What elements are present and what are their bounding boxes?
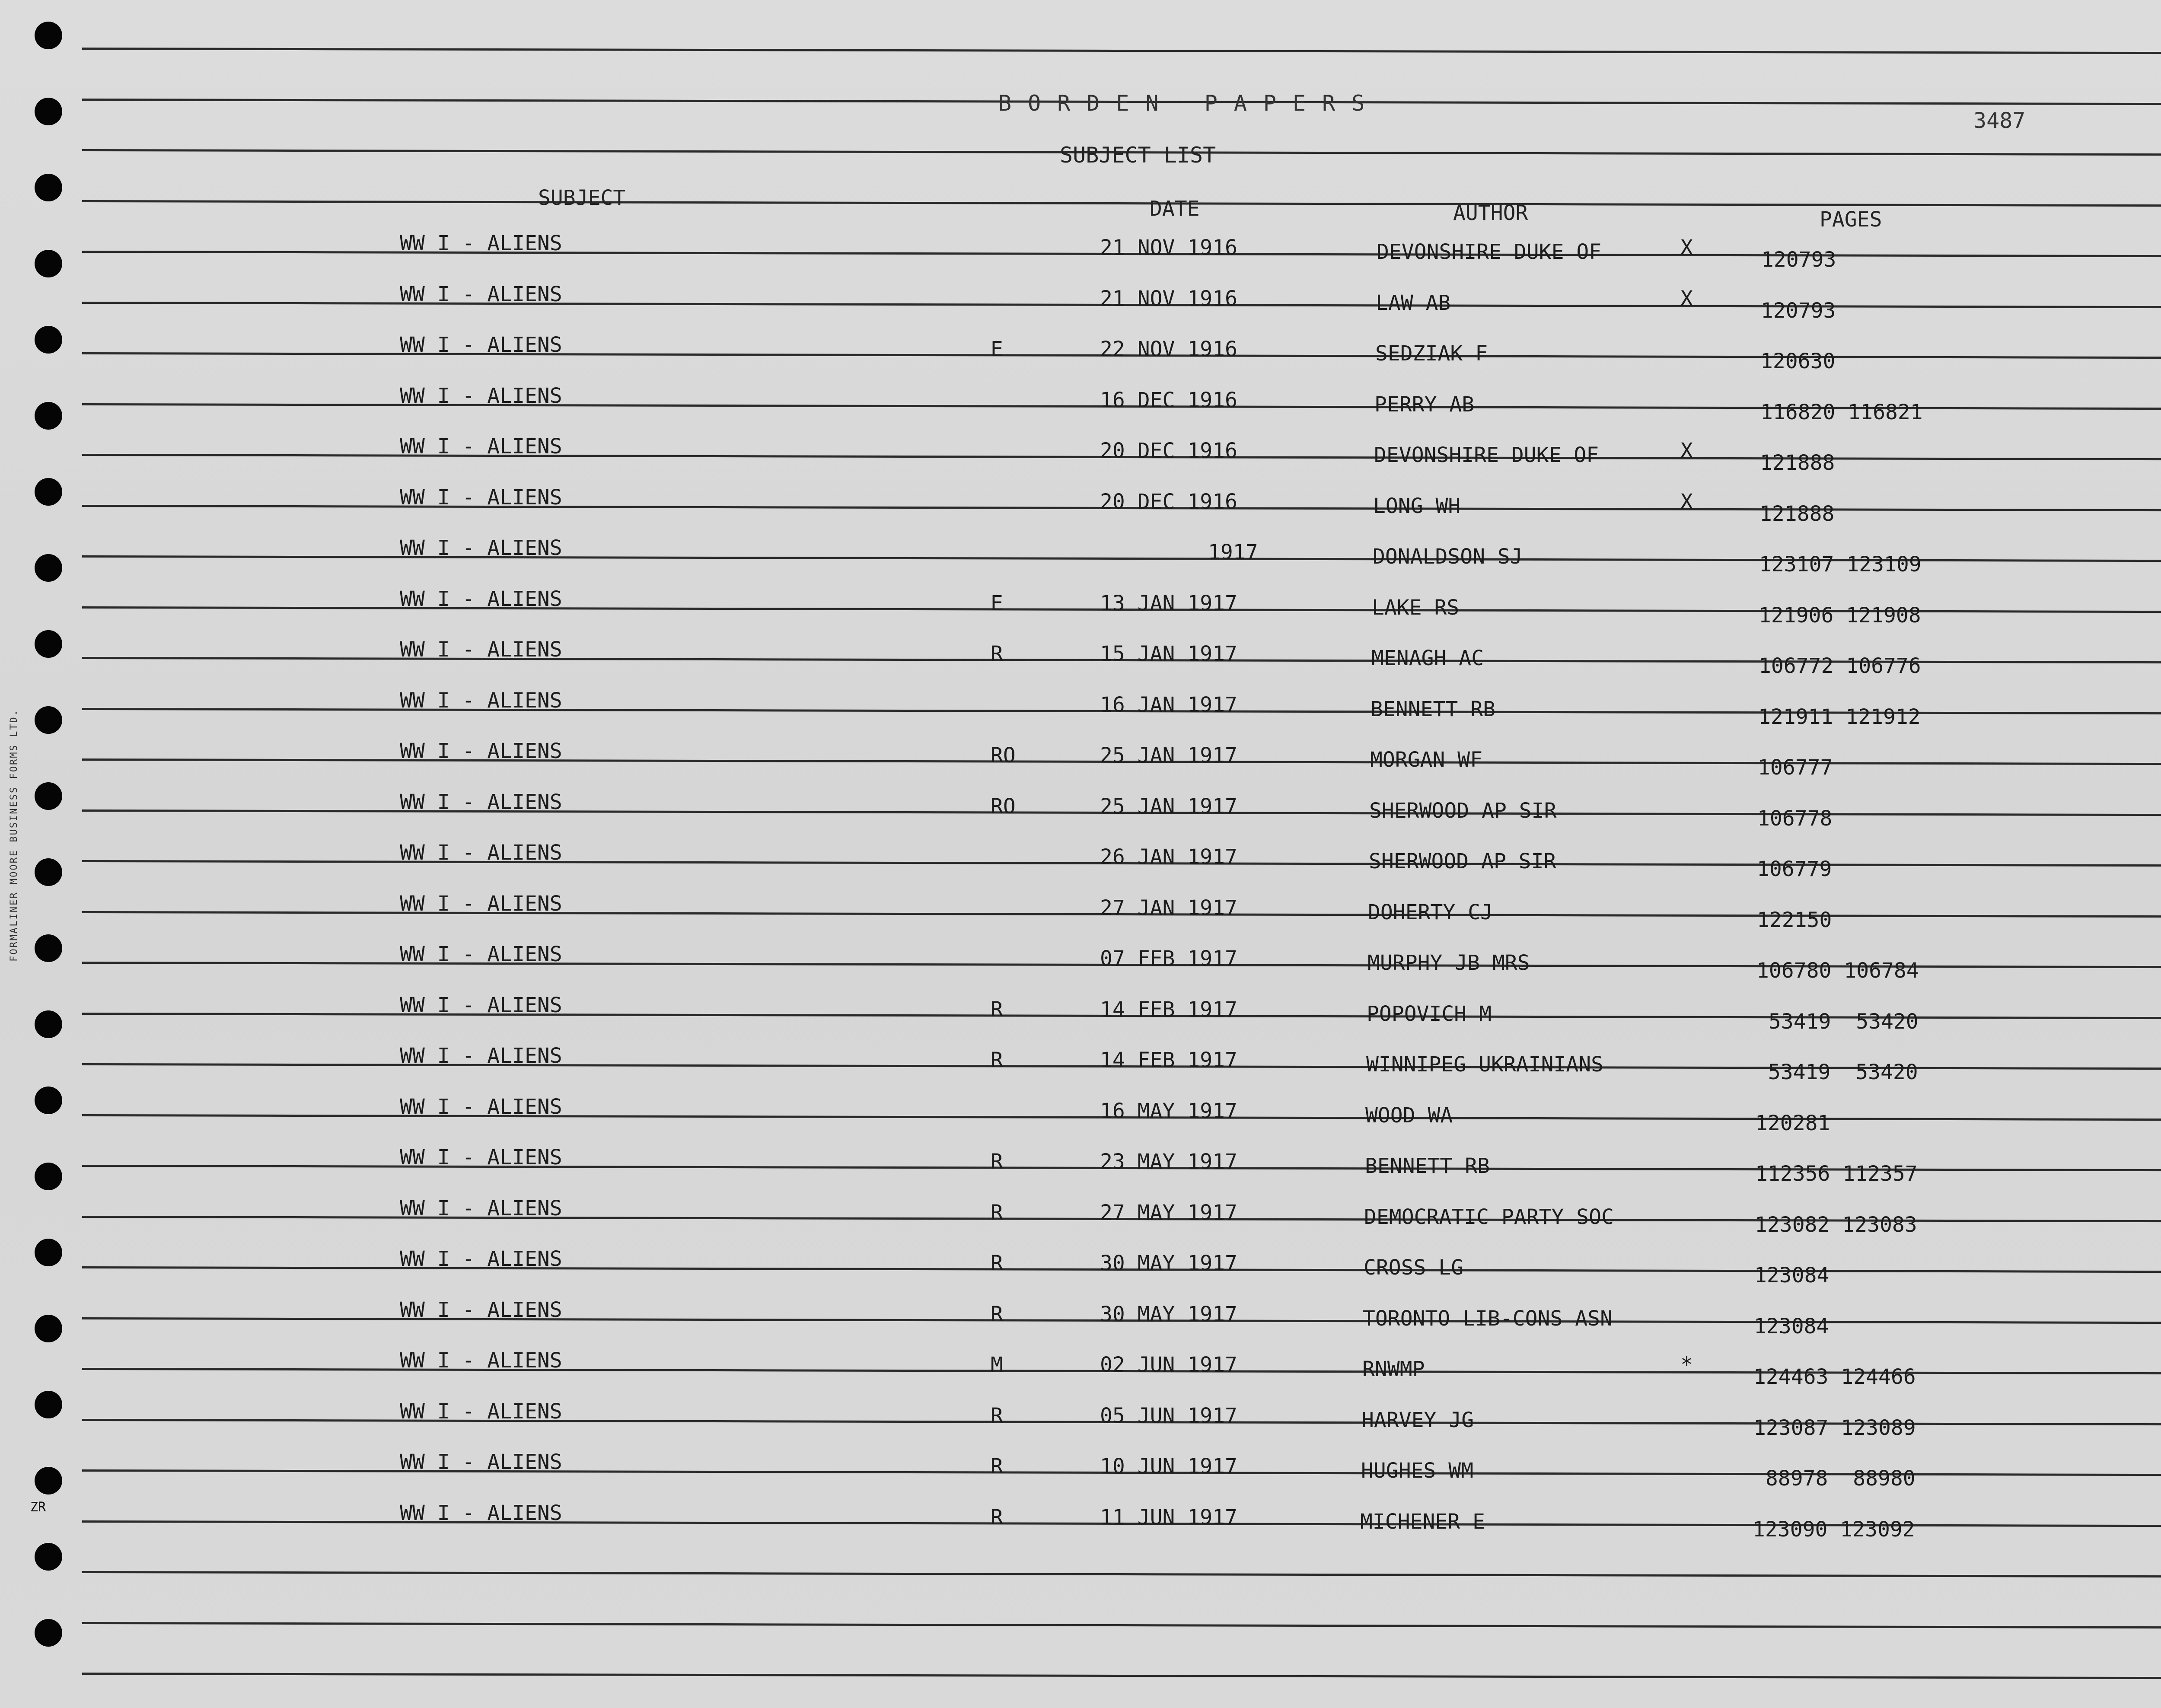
table-row: [0, 1094, 2161, 1150]
pages-cell: 123084: [1754, 1263, 1830, 1287]
table-row: [0, 942, 2161, 997]
subject-cell: WW I - ALIENS: [400, 1044, 562, 1068]
pages-cell: 121888: [1760, 451, 1835, 475]
date-cell: 07 FEB 1917: [1100, 946, 1237, 971]
date-cell: 21 NOV 1916: [1100, 236, 1237, 260]
subject-cell: WW I - ALIENS: [400, 333, 562, 357]
date-cell: 21 NOV 1916: [1100, 286, 1237, 311]
pages-cell: 106780 106784: [1756, 959, 1919, 983]
pages-cell: 112356 112357: [1755, 1162, 1918, 1186]
table-row: [0, 1196, 2161, 1251]
mark-cell: X: [1680, 286, 1693, 311]
date-cell: 30 MAY 1917: [1100, 1251, 1237, 1275]
author-cell: CROSS LG: [1364, 1256, 1464, 1280]
table-row: [0, 1247, 2161, 1302]
subject-cell: WW I - ALIENS: [400, 993, 562, 1017]
date-cell: 13 JAN 1917: [1100, 591, 1237, 615]
author-cell: DEVONSHIRE DUKE OF: [1377, 240, 1602, 264]
code-cell: RO: [991, 794, 1016, 819]
feed-hole: [35, 174, 62, 201]
mark-cell: X: [1680, 489, 1693, 514]
author-cell: POPOVICH M: [1367, 1001, 1492, 1026]
pages-cell: 120793: [1761, 298, 1836, 323]
author-cell: MURPHY JB MRS: [1367, 951, 1530, 975]
table-row: [0, 1399, 2161, 1454]
subject-cell: WW I - ALIENS: [400, 1196, 562, 1220]
subject-cell: WW I - ALIENS: [400, 790, 562, 814]
date-cell: 20 DEC 1916: [1100, 439, 1237, 463]
code-cell: R: [991, 997, 1003, 1022]
mark-cell: X: [1680, 236, 1693, 260]
code-cell: R: [991, 1505, 1003, 1530]
subject-cell: WW I - ALIENS: [400, 739, 562, 763]
pages-cell: 106778: [1757, 806, 1833, 831]
pages-cell: 122150: [1757, 908, 1832, 932]
pages-cell: 123082 123083: [1755, 1212, 1917, 1237]
date-cell: 10 JUN 1917: [1100, 1454, 1237, 1479]
table-row: [0, 485, 2161, 540]
code-cell: RO: [991, 743, 1016, 768]
table-row: [0, 1044, 2161, 1099]
column-header-subject: SUBJECT: [538, 186, 626, 210]
subject-cell: WW I - ALIENS: [400, 942, 562, 966]
author-cell: MICHENER E: [1360, 1509, 1485, 1534]
subject-cell: WW I - ALIENS: [400, 485, 562, 510]
date-cell: 25 JAN 1917: [1100, 794, 1237, 819]
subject-cell: WW I - ALIENS: [400, 688, 562, 713]
subject-cell: WW I - ALIENS: [400, 536, 562, 560]
author-cell: HUGHES WM: [1361, 1459, 1474, 1483]
author-cell: WOOD WA: [1365, 1103, 1453, 1128]
author-cell: PERRY AB: [1374, 392, 1475, 417]
author-cell: SHERWOOD AP SIR: [1369, 849, 1556, 873]
pages-cell: 123107 123109: [1759, 552, 1922, 577]
pages-cell: 121888: [1759, 501, 1835, 526]
date-cell: 25 JAN 1917: [1100, 743, 1237, 768]
code-cell: R: [991, 1403, 1003, 1428]
feed-hole: [35, 98, 62, 125]
date-cell: 27 MAY 1917: [1100, 1200, 1237, 1225]
code-cell: R: [991, 1454, 1003, 1479]
table-row: [0, 586, 2161, 642]
document-subtitle: SUBJECT LIST: [1060, 143, 1216, 168]
corner-mark: ZR: [30, 1500, 46, 1515]
pages-cell: 120630: [1760, 349, 1836, 373]
date-cell: 02 JUN 1917: [1100, 1353, 1237, 1377]
author-cell: MORGAN WF: [1370, 748, 1483, 772]
date-cell: 05 JUN 1917: [1100, 1403, 1237, 1428]
table-row: [0, 434, 2161, 489]
subject-cell: WW I - ALIENS: [400, 891, 562, 916]
pages-cell: 53419 53420: [1756, 1009, 1919, 1034]
column-header-author: AUTHOR: [1453, 201, 1528, 225]
code-cell: R: [991, 1251, 1003, 1275]
code-cell: E: [991, 591, 1003, 615]
subject-cell: WW I - ALIENS: [400, 434, 562, 459]
author-cell: LAW AB: [1376, 290, 1451, 315]
date-cell: 11 JUN 1917: [1100, 1505, 1237, 1530]
pages-cell: 123084: [1754, 1314, 1829, 1338]
code-cell: M: [991, 1353, 1003, 1377]
date-cell: 14 FEB 1917: [1100, 1048, 1237, 1072]
table-row: [0, 790, 2161, 845]
ruled-line: [82, 1673, 2161, 1679]
document-title: BORDEN PAPERS: [998, 91, 1381, 116]
page-number: 3487: [1973, 108, 2026, 133]
table-row: [0, 891, 2161, 946]
mark-cell: X: [1680, 439, 1693, 463]
margin-imprint: FORMALINER MOORE BUSINESS FORMS LTD.: [9, 709, 19, 962]
ruled-line: [82, 200, 2161, 207]
table-row: [0, 1348, 2161, 1403]
pages-cell: 106772 106776: [1759, 654, 1921, 678]
author-cell: LAKE RS: [1372, 595, 1460, 620]
pages-cell: 124463 124466: [1753, 1365, 1916, 1389]
author-cell: SHERWOOD AP SIR: [1369, 798, 1557, 823]
subject-cell: WW I - ALIENS: [400, 586, 562, 611]
table-row: [0, 282, 2161, 337]
subject-cell: WW I - ALIENS: [400, 1297, 562, 1322]
table-row: [0, 993, 2161, 1048]
pages-cell: 121906 121908: [1759, 603, 1921, 628]
subject-cell: WW I - ALIENS: [400, 1145, 562, 1169]
date-cell: 30 MAY 1917: [1100, 1302, 1237, 1326]
author-cell: DONALDSON SJ: [1373, 545, 1523, 569]
table-row: [0, 231, 2161, 286]
date-cell: 27 JAN 1917: [1100, 895, 1237, 920]
table-row: [0, 536, 2161, 591]
pages-cell: 106777: [1758, 755, 1833, 780]
pages-cell: 123087 123089: [1753, 1415, 1916, 1440]
author-cell: TORONTO LIB-CONS ASN: [1363, 1306, 1613, 1331]
date-cell: 16 JAN 1917: [1100, 692, 1237, 717]
code-cell: R: [991, 1302, 1003, 1326]
date-cell: 14 FEB 1917: [1100, 997, 1237, 1022]
ruled-line: [82, 1622, 2161, 1628]
column-header-date: DATE: [1150, 197, 1200, 221]
table-row: [0, 688, 2161, 743]
table-row: [0, 1450, 2161, 1505]
date-cell: 1917: [1208, 540, 1258, 564]
code-cell: R: [991, 642, 1003, 666]
author-cell: RNWMP: [1362, 1357, 1425, 1381]
author-cell: DEVONSHIRE DUKE OF: [1374, 443, 1599, 467]
code-cell: E: [991, 337, 1003, 361]
date-cell: 16 DEC 1916: [1100, 388, 1237, 412]
feed-hole: [35, 22, 62, 49]
author-cell: WINNIPEG UKRAINIANS: [1366, 1052, 1604, 1077]
author-cell: LONG WH: [1373, 494, 1461, 518]
author-cell: BENNETT RB: [1365, 1154, 1490, 1178]
pages-cell: 53419 53420: [1756, 1060, 1918, 1084]
author-cell: SEDZIAK F: [1375, 341, 1488, 366]
pages-cell: 121911 121912: [1758, 704, 1921, 729]
ruled-line: [82, 1571, 2161, 1577]
author-cell: DEMOCRATIC PARTY SOC: [1364, 1205, 1614, 1229]
table-row: [0, 841, 2161, 895]
author-cell: HARVEY JG: [1361, 1408, 1474, 1432]
author-cell: BENNETT RB: [1371, 697, 1495, 721]
subject-cell: WW I - ALIENS: [400, 231, 562, 255]
code-cell: R: [991, 1200, 1003, 1225]
table-row: [0, 1297, 2161, 1353]
subject-cell: WW I - ALIENS: [400, 282, 562, 306]
author-cell: DOHERTY CJ: [1368, 900, 1493, 924]
subject-cell: WW I - ALIENS: [400, 1399, 562, 1424]
table-row: [0, 1501, 2161, 1556]
date-cell: 22 NOV 1916: [1100, 337, 1237, 361]
column-header-pages: PAGES: [1820, 207, 1882, 232]
subject-cell: WW I - ALIENS: [400, 383, 562, 408]
code-cell: R: [991, 1048, 1003, 1072]
pages-cell: 88978 88980: [1753, 1466, 1916, 1491]
date-cell: 20 DEC 1916: [1100, 489, 1237, 514]
subject-cell: WW I - ALIENS: [400, 1247, 562, 1271]
feed-hole: [35, 1619, 62, 1647]
pages-cell: 106779: [1757, 857, 1832, 881]
table-row: [0, 383, 2161, 439]
table-row: [0, 637, 2161, 692]
date-cell: 23 MAY 1917: [1100, 1150, 1237, 1174]
table-row: [0, 739, 2161, 794]
mark-cell: *: [1680, 1353, 1693, 1377]
pages-cell: 123090 123092: [1753, 1517, 1915, 1542]
ruled-line: [82, 48, 2161, 54]
table-row: [0, 1145, 2161, 1200]
subject-cell: WW I - ALIENS: [400, 1501, 562, 1525]
subject-cell: WW I - ALIENS: [400, 637, 562, 662]
date-cell: 16 MAY 1917: [1100, 1099, 1237, 1123]
subject-cell: WW I - ALIENS: [400, 1450, 562, 1474]
author-cell: MENAGH AC: [1371, 646, 1484, 670]
date-cell: 15 JAN 1917: [1100, 642, 1237, 666]
table-row: [0, 333, 2161, 388]
date-cell: 26 JAN 1917: [1100, 845, 1237, 869]
subject-cell: WW I - ALIENS: [400, 841, 562, 865]
code-cell: R: [991, 1150, 1003, 1174]
pages-cell: 120793: [1761, 248, 1836, 272]
subject-cell: WW I - ALIENS: [400, 1094, 562, 1119]
pages-cell: 120281: [1755, 1111, 1830, 1135]
pages-cell: 116820 116821: [1760, 400, 1923, 424]
subject-cell: WW I - ALIENS: [400, 1348, 562, 1373]
